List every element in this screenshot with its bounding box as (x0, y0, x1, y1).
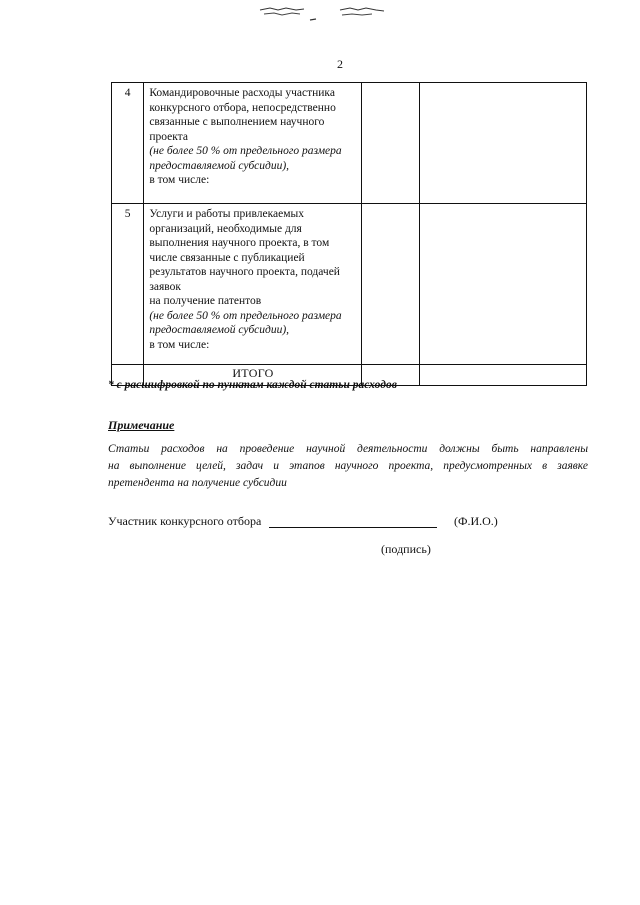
justification-cell (420, 204, 587, 365)
description-line: организаций, необходимые для (149, 222, 302, 235)
note-line: Статьи расходов на проведение научной деятельности должны быть направлены (108, 443, 588, 455)
including-label: в том числе: (149, 174, 210, 186)
including-label: в том числе: (149, 338, 210, 351)
row-number: 5 (112, 204, 144, 365)
signature-line (269, 527, 437, 528)
table-row (112, 83, 587, 204)
description-line: связанные с выполнением научного (149, 116, 325, 128)
description-line: проекта (149, 130, 188, 143)
description-line: заявок (149, 280, 181, 293)
footnote: * с расшифровкой по пунктам каждой статьи расходов (108, 379, 397, 391)
budget-table (111, 82, 587, 386)
limit-note-line: (не более 50 % от предельного размера (149, 145, 342, 157)
row-number: 4 (112, 83, 144, 204)
signature-caption: (подпись) (381, 542, 431, 556)
justification-cell (420, 83, 587, 204)
note-line: на выполнение целей, задач и этапов научного проекта, предусмотренных в заявке (108, 460, 588, 472)
row-description (144, 83, 361, 204)
limit-note-line: предоставляемой субсидии), (149, 324, 290, 336)
page-number: 2 (337, 57, 343, 71)
amount-cell (361, 204, 420, 365)
total-label: ИТОГО (144, 365, 361, 386)
description-line: результатов научного проекта, подачей (149, 266, 340, 278)
limit-note-line: предоставляемой субсидии), (149, 159, 290, 172)
description-line: выполнения научного проекта, в том (149, 237, 330, 249)
note-text (108, 441, 588, 492)
description-line: Услуги и работы привлекаемых (149, 208, 304, 220)
amount-cell (361, 83, 420, 204)
total-justification-cell (420, 365, 587, 386)
fio-label: (Ф.И.О.) (454, 514, 498, 528)
description-line: Командировочные расходы участника (149, 87, 335, 99)
signature-label: Участник конкурсного отбора (108, 514, 262, 528)
description-line: на получение патентов (149, 295, 262, 307)
table-row (112, 204, 587, 365)
description-line: конкурсного отбора, непосредственно (149, 101, 336, 114)
limit-note-line: (не более 50 % от предельного размера (149, 309, 342, 322)
header-scribble-marks (252, 2, 392, 24)
note-line: претендента на получение субсидии (108, 477, 287, 489)
row-description (144, 204, 361, 365)
note-title: Примечание (108, 418, 175, 432)
description-line: числе связанные с публикацией (149, 251, 305, 264)
